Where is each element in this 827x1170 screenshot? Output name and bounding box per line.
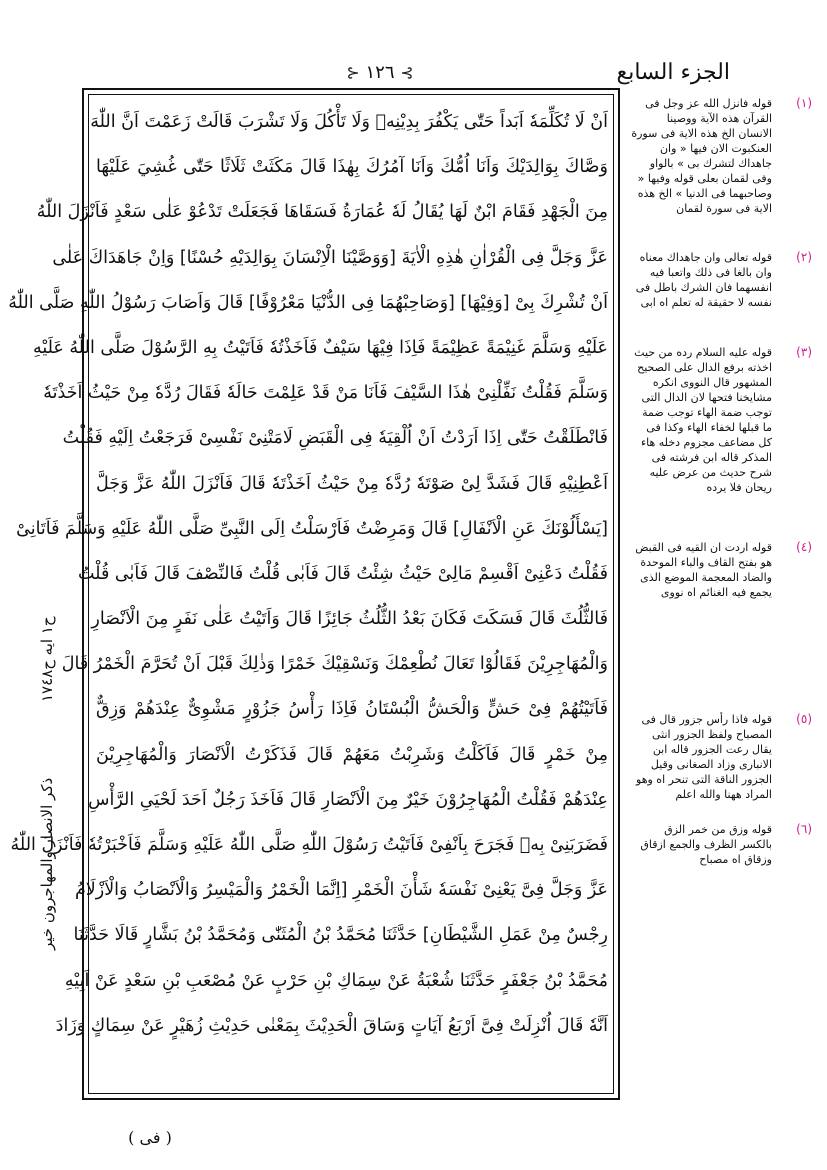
text-line: اَنْ تُشْرِكَ بِىْ [وَفِيْهَا] [وَصَاحِبْهُمَا فِى الدُّنْيَا مَعْرُوْفًا] قَالَ وَاَصَابَ رَسُوْلُ اللّٰهِ صَلَّى اللّٰهُ [8,292,608,313]
left-ornament: ⊱ [346,63,360,82]
text-line: اَعْطِنِيْهِ قَالَ فَشَدَّ لِىْ صَوْتَهٗ رُدَّهٗ مِنْ حَيْثُ اَخَذْتَهٗ قَالَ فَاَنْزَلَ اللّٰهُ عَزَّ وَجَلَّ [96,473,608,494]
text-line: رِجْسٌ مِنْ عَمَلِ الشَّيْطَانِ] حَدَّثَنَا مُحَمَّدُ بْنُ الْمُثَنّٰى وَمُحَمَّدُ بْنُ بَشَّارٍ قَالَا حَدَّثَنَا [73,925,608,946]
note-number: (١) [796,96,812,110]
note-text: قوله وزق من خمر الزق بالكسر الظرف والجمع ازقاق وزقاق اه مصباح [640,823,772,866]
text-line [96,1049,608,1094]
note-text: قوله اردت ان القيه فى القبض هو بفتح القاف والباء الموحدة والضاد المعجمة الموضع الذى يجمع فيه الغنائم اه نووى [635,541,772,599]
text-line: اَنْ لَا تُكَلِّمَهٗ اَبَداً حَتّٰى يَكْفُرَ بِدِيْنِهٖ وَلَا تَأْكُلَ وَلَا تَشْرَبَ قَالَتْ زَعَمْتَ اَنَّ اللّٰهَ [90,112,608,132]
text-line: مِنْ خَمْرٍ قَالَ فَاَكَلْتُ وَشَرِبْتُ مَعَهُمْ قَالَ فَذَكَرْتُ الْاَنْصَارَ وَالْمُهَاجِرِيْنَ [96,744,608,765]
note-text: قوله فاذا رأس جزور قال فى المصباح ولفظ الجزور انثى يقال رعت الجزور قاله ابن الانبارى وزاد الصغانى وقيل الجزور الناقة التى تنحر اه وهو المراد ههنا والله اعلم [636,713,772,801]
text-line: فَانْطَلَقْتُ حَتّٰى اِذَا اَرَدْتُ اَنْ اُلْقِيَهٗ فِى الْقَبَضِ لَامَتْنِىْ نَفْسِىْ فَرَجَعْتُ اِلَيْهِ فَقُلْتُ [62,428,608,449]
side-note-5 [630,712,812,802]
text-line: فَالثُّلُثَ قَالَ فَسَكَتَ فَكَانَ بَعْدُ الثُّلُثُ جَائِزًا قَالَ وَاَتَيْتُ عَلٰى نَفَرٍ مِنَ الْاَنْصَارِ [91,609,608,630]
note-text: قوله عليه السلام رده من حيث اخذته برفع الدال على الصحيح المشهور قال النووى انكره مشايخنا فتحها لان الدال التى توجب ضمة الهاء توجب ضمة ما قبلها لخفاء الهاء وكذا فى كل مضاعف مجزوم دخله هاء المذكر قاله ابن فرشته فى شرح حديث من عرض عليه ريحان فلا يرده [634,346,772,494]
text-line: فَاَتَيْتُهُمْ فِىْ حَشٍّ وَالْحَشُّ الْبُسْتَانُ فَاِذَا رَأْسُ جَزُوْرٍ مَشْوِىٌّ عِنْدَهُمْ وَزِقٌّ [96,699,608,720]
text-line: عَلَيْهِ وَسَلَّمَ غَنِيْمَةً عَظِيْمَةً فَاِذَا فِيْهَا سَيْفٌ فَاَخَذْتُهٗ فَاَتَيْتُ بِهِ الرَّسُوْلَ صَلَّى اللّٰهُ عَلَيْهِ [32,337,608,358]
text-line: فَقُلْتُ دَعْنِىْ اَقْسِمْ مَالِىْ حَيْثُ شِئْتُ قَالَ فَاَبٰى قُلْتُ فَالنِّصْفَ قَالَ فَاَبٰى قُلْتُ [78,563,608,584]
text-line: عَزَّ وَجَلَّ فِىَّ يَعْنِىْ نَفْسَهٗ شَأْنَ الْخَمْرِ [اِنَّمَا الْخَمْرُ وَالْمَيْسِرُ وَالْاَنْصَابُ وَالْاَزْلَامُ [74,880,608,901]
note-text: قوله تعالى وان جاهداك معناه وان بالغا فى ذلك واتعبا فيه انفسهما فان الشرك باطل فى نفسه لا حقيقة له تعلم اه ابى [635,251,772,309]
note-number: (٢) [796,250,812,264]
text-line: عَزَّ وَجَلَّ فِى الْقُرْاٰنِ هٰذِهِ الْاٰيَةَ [وَوَصَّيْنَا الْاِنْسَانَ بِوَالِدَيْهِ حُسْنًا] وَاِنْ جَاهَدَاكَ عَلٰى [52,247,608,268]
juz-title: الجزء السابع [616,60,730,85]
text-line: وَالْمُهَاجِرِيْنَ فَقَالُوْا تَعَالَ نُطْعِمْكَ وَنَسْقِيْكَ خَمْرًا وَذٰلِكَ قَبْلَ اَنْ تُحَرَّمَ الْخَمْرُ قَالَ [61,654,608,675]
note-text: قوله فانزل الله عز وجل فى القرآن هذه الآية ووصينا الانسان الخ هذه الاية فى سورة العنكبوت الان فيها « وان جاهداك لتشرك بى » بالواو وفى لقمان بعلى قوله وفيها « وصاحبهما فى الدنيا » الخ هذه الاية فى سورة لقمان [631,97,772,215]
page-number: ١٢٦ [365,62,395,83]
text-line: مُحَمَّدُ بْنُ جَعْفَرٍ حَدَّثَنَا شُعْبَةُ عَنْ سِمَاكِ بْنِ حَرْبٍ عَنْ مُصْعَبِ بْنِ سَعْدٍ عَنْ اَبِيْهِ [64,970,608,991]
text-line: [يَسْأَلُوْنَكَ عَنِ الْاَنْفَالِ] قَالَ وَمَرِضْتُ فَاَرْسَلْتُ اِلَى النَّبِىِّ صَلَّى اللّٰهُ عَلَيْهِ وَسَلَّمَ فَاَتَانِىْ [16,518,608,539]
note-number: (٥) [796,712,812,726]
text-line: وَصَّاكَ بِوَالِدَيْكَ وَاَنَا اُمُّكَ وَاَنَا آمُرُكَ بِهٰذَا قَالَ مَكَثَتْ ثَلَاثًا حَتّٰى غُشِيَ عَلَيْهَا [96,157,608,178]
text-line: فَضَرَبَنِىْ بِهٖ فَجَرَحَ بِاَنْفِىْ فَاَتَيْتُ رَسُوْلَ اللّٰهِ صَلَّى اللّٰهُ عَلَيْهِ وَسَلَّمَ فَاَخْبَرْتُهٗ فَاَنْزَلَ اللّٰهُ [10,835,608,855]
side-note-6 [630,822,812,867]
right-ornament: ⊰ [400,63,414,82]
page-footer-catchword: ( فى ) [128,1128,172,1147]
margin-reference: ح١ ايه ح١٧٤٨ [38,616,56,702]
text-line: عِنْدَهُمْ فَقُلْتُ الْمُهَاجِرُوْنَ خَيْرٌ مِنَ الْاَنْصَارِ قَالَ فَاَخَذَ رَجُلٌ اَحَدَ لَحْيَىِ الرَّأْسِ [88,789,608,810]
note-number: (٣) [796,345,812,359]
text-line: اَنَّهٗ قَالَ اُنْزِلَتْ فِىَّ اَرْبَعُ آيَاتٍ وَسَاقَ الْحَدِيْثَ بِمَعْنٰى حَدِيْثِ زُهَيْرٍ عَنْ سِمَاكٍ وَزَادَ [55,1015,608,1036]
note-number: (٦) [796,822,812,836]
text-line: مِنَ الْجَهْدِ فَقَامَ ابْنٌ لَهَا يُقَالُ لَهٗ عُمَارَةُ فَسَقَاهَا فَجَعَلَتْ تَدْعُوْ عَلٰى سَعْدٍ فَاَنْزَلَ اللّٰهُ [36,202,608,223]
side-note-2 [630,250,812,310]
text-line: وَسَلَّمَ فَقُلْتُ نَفِّلْنِىْ هٰذَا السَّيْفَ فَاَنَا مَنْ قَدْ عَلِمْتَ حَالَهٗ فَقَالَ رُدَّهٗ مِنْ حَيْثُ اَخَذْتَهٗ [43,383,608,404]
note-number: (٤) [796,540,812,554]
side-note-4 [630,540,812,600]
side-note-1 [630,96,812,216]
page-number-header [300,62,460,83]
side-note-3 [630,345,812,495]
margin-heading: ذكر الانصار والمهاجرون خير [38,777,56,950]
